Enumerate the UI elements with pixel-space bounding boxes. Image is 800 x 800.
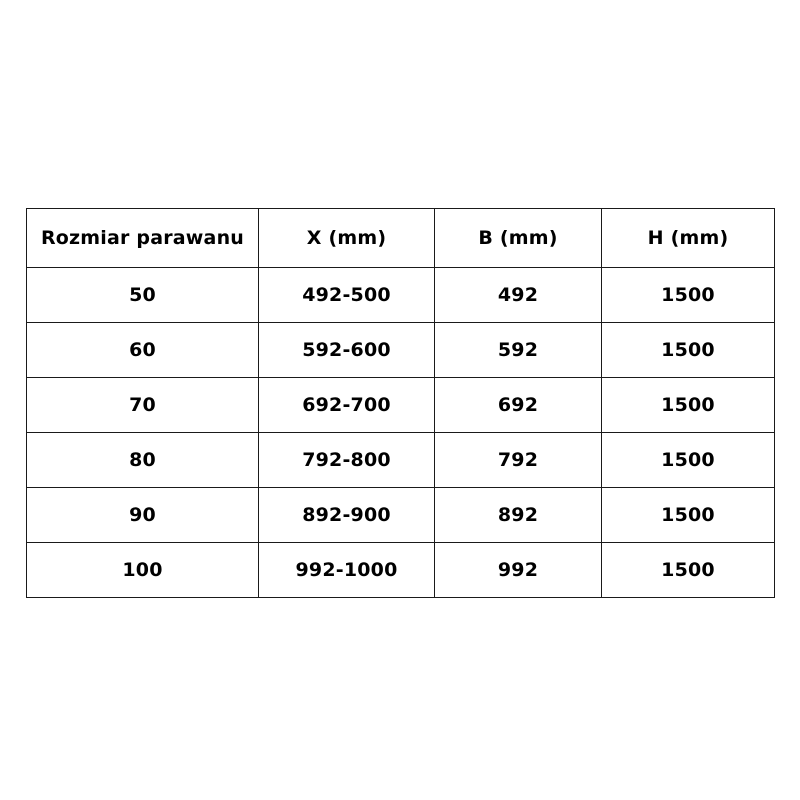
cell-h: 1500	[602, 323, 775, 378]
cell-b: 992	[435, 543, 602, 598]
cell-h: 1500	[602, 268, 775, 323]
table-row	[27, 268, 775, 323]
cell-b: 792	[435, 433, 602, 488]
cell-b: 492	[435, 268, 602, 323]
table-row	[27, 543, 775, 598]
cell-size: 60	[27, 323, 259, 378]
table-row	[27, 488, 775, 543]
table-row	[27, 433, 775, 488]
column-header-x: X (mm)	[259, 209, 435, 268]
cell-x: 592-600	[259, 323, 435, 378]
table-header-row	[27, 209, 775, 268]
cell-size: 80	[27, 433, 259, 488]
size-table-container	[26, 208, 774, 598]
table-body	[27, 268, 775, 598]
cell-b: 892	[435, 488, 602, 543]
column-header-size: Rozmiar parawanu	[27, 209, 259, 268]
column-header-h: H (mm)	[602, 209, 775, 268]
cell-size: 50	[27, 268, 259, 323]
cell-h: 1500	[602, 543, 775, 598]
cell-b: 692	[435, 378, 602, 433]
cell-x: 992-1000	[259, 543, 435, 598]
cell-x: 492-500	[259, 268, 435, 323]
cell-size: 90	[27, 488, 259, 543]
cell-x: 692-700	[259, 378, 435, 433]
cell-size: 70	[27, 378, 259, 433]
cell-b: 592	[435, 323, 602, 378]
cell-x: 792-800	[259, 433, 435, 488]
cell-h: 1500	[602, 433, 775, 488]
cell-h: 1500	[602, 488, 775, 543]
size-table	[26, 208, 775, 598]
table-row	[27, 378, 775, 433]
column-header-b: B (mm)	[435, 209, 602, 268]
table-header	[27, 209, 775, 268]
cell-x: 892-900	[259, 488, 435, 543]
cell-h: 1500	[602, 378, 775, 433]
cell-size: 100	[27, 543, 259, 598]
table-row	[27, 323, 775, 378]
